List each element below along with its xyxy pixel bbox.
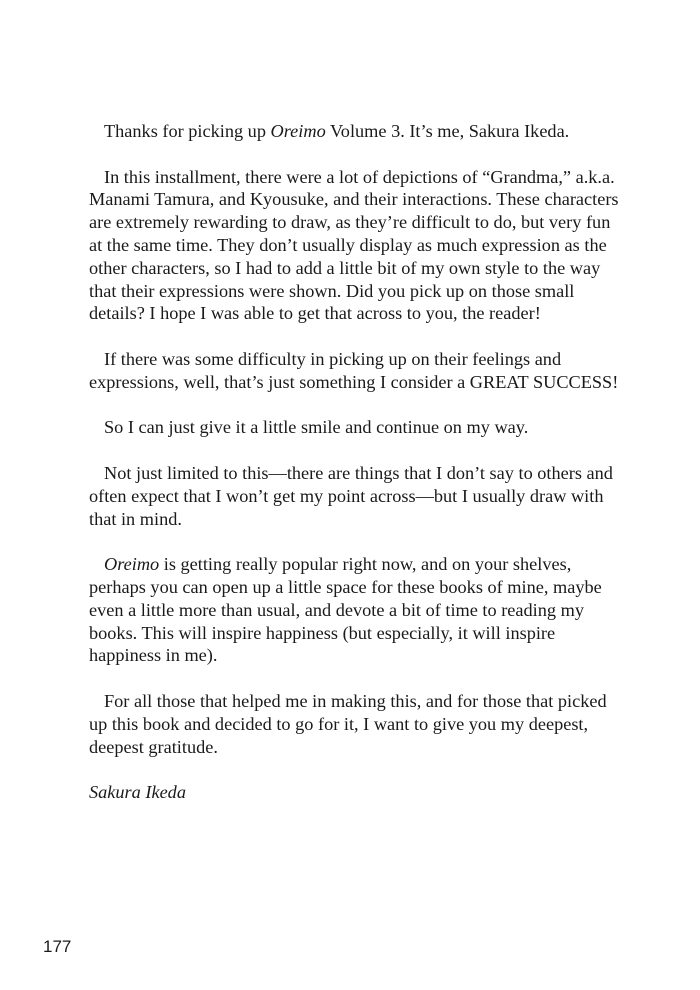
page-number: 177 [43,937,72,956]
paragraph-success: If there was some difficulty in picking up on their feelings and expressions, well, that’s just something I consider a GREAT SUCCESS! [89,348,619,392]
paragraph-smile: So I can just give it a little smile and continue on my way. [104,417,529,438]
paragraph-installment: In this installment, there were a lot of depictions of “Grandma,” a.k.a. Manami Tamura, and Kyousuke, and their interactions. These characters are extremely rewarding to draw, as they’re difficult to do, but very fun at the same time. They don’t usually display as much expression as the other characters, so I had to add a little bit of my own style to the way that their expressions were shown. Did you pick up on those small details? I hope I was able to get that across to you, the reader! [89,166,619,324]
popularity-text: is getting really popular right now, and on your shelves, perhaps you can open up a little space for these books of mine, maybe even a little more than usual, and devote a bit of time to reading my books. This will inspire happiness (but especially, it will inspire happiness in me). [89,554,602,666]
book-title: Oreimo [104,554,160,575]
paragraph-intro [89,120,619,143]
paragraph-gratitude: For all those that helped me in making this, and for those that picked up this book and decided to go for it, I want to give you my deepest, deepest gratitude. [89,690,607,757]
intro-text-start: Thanks for picking up [104,121,271,141]
paragraph-intent: Not just limited to this—there are things that I don’t say to others and often expect that I won’t get my point across—but I usually draw with that in mind. [89,462,613,529]
author-signature: Sakura Ikeda [89,782,186,803]
book-title: Oreimo [270,121,326,141]
paragraph-popularity [89,553,619,667]
intro-text-end: Volume 3. It’s me, Sakura Ikeda. [325,121,570,141]
afterword-text [89,120,619,804]
